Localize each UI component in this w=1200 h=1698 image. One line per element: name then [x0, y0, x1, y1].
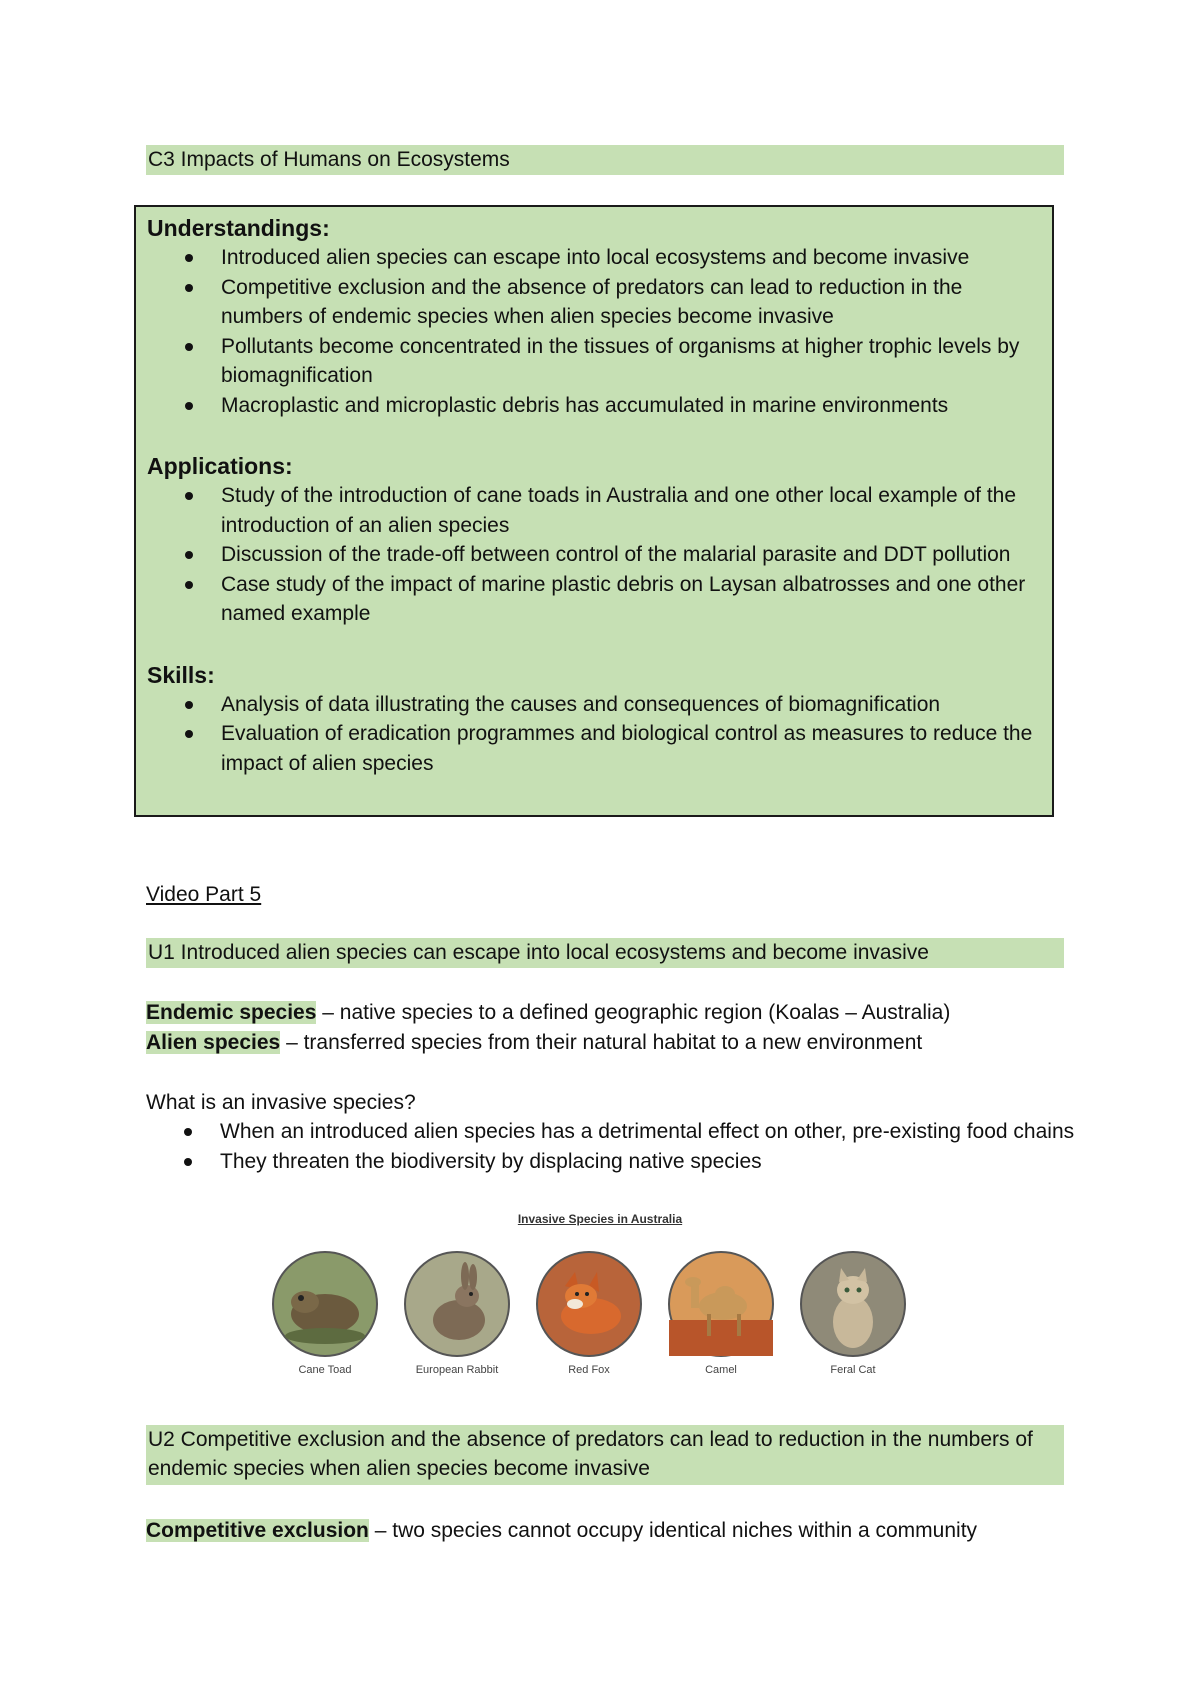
- camel-photo-icon: [667, 1250, 775, 1358]
- understandings-heading: Understandings:: [147, 215, 330, 241]
- bullet-icon: [185, 730, 193, 738]
- rabbit-photo-icon: [403, 1250, 511, 1358]
- list-item: Pollutants become concentrated in the tissues of organisms at higher trophic levels by biomagnification: [147, 332, 1042, 391]
- list-item: Introduced alien species can escape into local ecosystems and become invasive: [147, 243, 1042, 273]
- u1-heading: U1 Introduced alien species can escape into local ecosystems and become invasive: [146, 938, 1064, 968]
- bullet-icon: [184, 1128, 192, 1136]
- bullet-icon: [185, 402, 193, 410]
- skills-list: [147, 690, 1042, 779]
- learning-objectives-box: [134, 205, 1054, 817]
- applications-list: [147, 481, 1042, 629]
- bullet-icon: [185, 492, 193, 500]
- bullet-icon: [185, 581, 193, 589]
- animal-red-fox: [534, 1250, 644, 1376]
- competitive-exclusion-term: Competitive exclusion: [146, 1519, 369, 1542]
- list-item: Macroplastic and microplastic debris has accumulated in marine environments: [147, 391, 1042, 421]
- bullet-icon: [185, 254, 193, 262]
- alien-term: Alien species: [146, 1031, 281, 1054]
- animal-label: Red Fox: [568, 1364, 610, 1376]
- invasive-species-figure: [270, 1212, 930, 1392]
- list-item: Competitive exclusion and the absence of predators can lead to reduction in the numbers of endemic species when alien species become invasive: [147, 273, 1042, 332]
- invasive-question: What is an invasive species?: [146, 1091, 416, 1114]
- understandings-list: [147, 243, 1042, 420]
- list-item: Discussion of the trade-off between control of the malarial parasite and DDT pollution: [147, 540, 1042, 570]
- list-item: Analysis of data illustrating the causes and consequences of biomagnification: [147, 690, 1042, 720]
- bullet-icon: [185, 551, 193, 559]
- list-item: Case study of the impact of marine plastic debris on Laysan albatrosses and one other named example: [147, 570, 1042, 629]
- video-part-label: Video Part 5: [146, 883, 262, 906]
- bullet-icon: [185, 701, 193, 709]
- animal-label: Feral Cat: [830, 1364, 876, 1376]
- invasive-points: [146, 1117, 1076, 1176]
- animal-label: European Rabbit: [415, 1364, 499, 1376]
- bullet-icon: [185, 284, 193, 292]
- animal-european-rabbit: [402, 1250, 512, 1376]
- animal-feral-cat: [798, 1250, 908, 1376]
- animal-cane-toad: [270, 1250, 380, 1376]
- fox-photo-icon: [535, 1250, 643, 1358]
- page-title: C3 Impacts of Humans on Ecosystems: [146, 145, 1064, 175]
- alien-definition: Alien species – transferred species from their natural habitat to a new environment: [146, 1031, 923, 1054]
- list-item: Evaluation of eradication programmes and biological control as measures to reduce the impact of alien species: [147, 719, 1042, 778]
- toad-photo-icon: [271, 1250, 379, 1358]
- skills-heading: Skills:: [147, 661, 215, 688]
- u2-heading: U2 Competitive exclusion and the absence of predators can lead to reduction in the numbers of endemic species when alien species become invasive: [146, 1425, 1064, 1485]
- endemic-definition: Endemic species – native species to a defined geographic region (Koalas – Australia): [146, 1001, 951, 1024]
- figure-title: Invasive Species in Australia: [517, 1212, 683, 1226]
- list-item: Study of the introduction of cane toads in Australia and one other local example of the introduction of an alien species: [147, 481, 1042, 540]
- animal-camel: [666, 1250, 776, 1376]
- list-item: When an introduced alien species has a detrimental effect on other, pre-existing food chains: [146, 1117, 1076, 1147]
- animal-label: Cane Toad: [298, 1364, 352, 1376]
- bullet-icon: [185, 343, 193, 351]
- animal-label: Camel: [705, 1364, 737, 1376]
- list-item: They threaten the biodiversity by displacing native species: [146, 1147, 1076, 1177]
- bullet-icon: [184, 1158, 192, 1166]
- cat-photo-icon: [799, 1250, 907, 1358]
- applications-heading: Applications:: [147, 453, 293, 479]
- competitive-exclusion-definition: Competitive exclusion – two species cannot occupy identical niches within a community: [146, 1519, 978, 1542]
- endemic-term: Endemic species: [146, 1001, 317, 1024]
